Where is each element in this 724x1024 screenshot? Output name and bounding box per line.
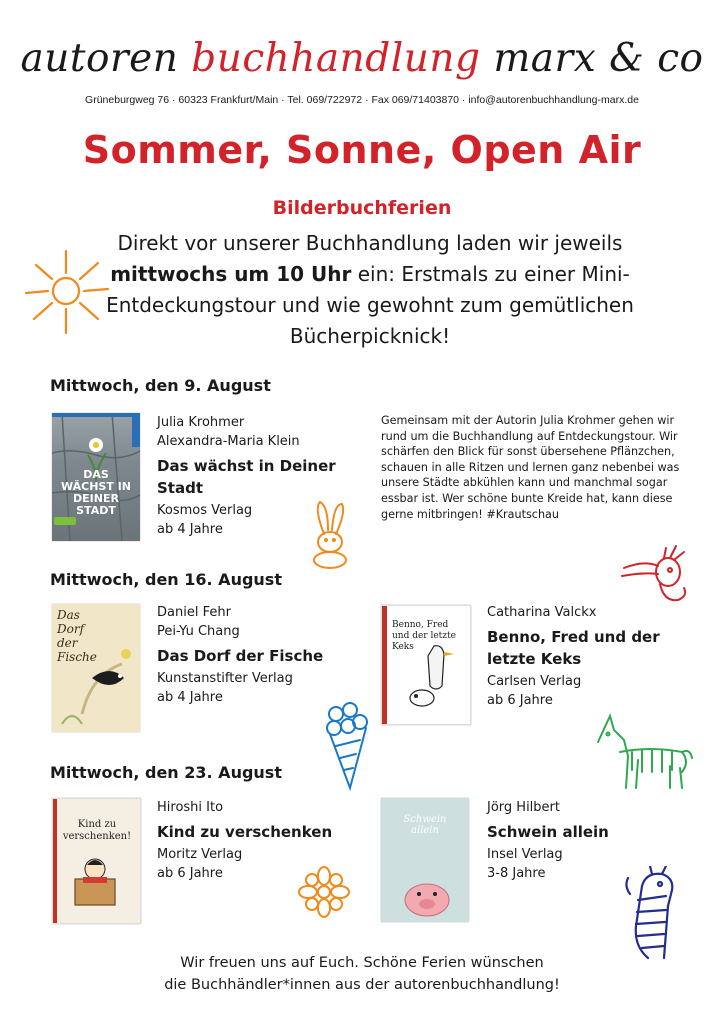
- book-publisher: Moritz Verlag: [157, 847, 243, 862]
- intro-bold: mittwochs um 10 Uhr: [110, 262, 352, 286]
- event-date-1: Mittwoch, den 9. August: [50, 376, 271, 395]
- flower-doodle-icon: [296, 866, 352, 920]
- cover-title: Das Dorf der Fische: [57, 608, 97, 664]
- rabbit-doodle-icon: [306, 498, 354, 570]
- store-logo: [0, 36, 724, 81]
- logo-part1: autoren: [20, 36, 179, 81]
- book-info-2: [157, 603, 367, 707]
- zebra-doodle-icon: [590, 712, 694, 792]
- cover-title: DAS WÄCHST IN DEINER STADT: [61, 468, 131, 517]
- book-author-1: Daniel Fehr: [157, 605, 231, 620]
- event-description: Gemeinsam mit der Autorin Julia Krohmer gehen wir rund um die Buchhandlung auf Entdeckungstour. Wir schärfen den Blick für sonst übersehene Pflänzchen, schauen in alle Ritzen und lernen ganz nebenbei was unsere Städte abkühlen kann und manchmal sogar essbar ist. Wer schöne bunte Kreide hat, kann diese gerne mitbringen! #Krautschau: [381, 414, 680, 521]
- cover-title: Kind zu verschenken!: [62, 819, 132, 842]
- book-title: Das wächst in Deiner Stadt: [157, 457, 336, 497]
- store-address: Grüneburgweg 76 · 60323 Frankfurt/Main · Tel. 069/722972 · Fax 069/71403870 · info@autorenbuchhandlung-marx.de: [85, 94, 639, 106]
- book-publisher: Carlsen Verlag: [487, 674, 582, 689]
- intro-part2: ein: Erstmals zu einer Mini-Entdeckungstour und wie gewohnt zum gemütlichen Bücherpicknick!: [106, 262, 634, 348]
- book-age: ab 6 Jahre: [157, 866, 223, 881]
- page-title: Sommer, Sonne, Open Air: [82, 128, 642, 172]
- book-publisher: Kosmos Verlag: [157, 503, 253, 518]
- book-title: Schwein allein: [487, 823, 609, 841]
- book-author-2: Pei-Yu Chang: [157, 624, 240, 639]
- book-age: ab 4 Jahre: [157, 690, 223, 705]
- book-publisher: Kunstanstifter Verlag: [157, 671, 293, 686]
- book-cover-schwein-allein: [381, 798, 469, 922]
- event-date-2: Mittwoch, den 16. August: [50, 570, 282, 589]
- closing-line-1: Wir freuen uns auf Euch. Schöne Ferien wünschen: [180, 955, 544, 971]
- book-info-3: [487, 603, 687, 710]
- book-publisher: Insel Verlag: [487, 847, 563, 862]
- book-author-1: Jörg Hilbert: [487, 800, 560, 815]
- book-cover-benno-fred: [381, 605, 471, 725]
- book-cover-art: [53, 799, 140, 923]
- intro-text: [100, 228, 640, 352]
- book-author-1: Catharina Valckx: [487, 605, 597, 620]
- book-author-2: Alexandra-Maria Klein: [157, 434, 300, 449]
- closing-text: [0, 952, 724, 996]
- book-title: Benno, Fred und der letzte Keks: [487, 628, 660, 668]
- closing-line-2: die Buchhändler*innen aus der autorenbuchhandlung!: [164, 977, 560, 993]
- giraffe-doodle-icon: [618, 866, 690, 964]
- book-cover-dorf-der-fische: [52, 604, 140, 732]
- sun-doodle-icon: [22, 245, 112, 340]
- book-age: ab 4 Jahre: [157, 522, 223, 537]
- cover-title: Schwein allein: [403, 814, 447, 836]
- bird-doodle-icon: [614, 540, 694, 610]
- intro-part1: Direkt vor unserer Buchhandlung laden wir jeweils: [117, 231, 623, 255]
- page-subtitle: Bilderbuchferien: [272, 197, 452, 219]
- book-title: Das Dorf der Fische: [157, 647, 324, 665]
- book-age: ab 6 Jahre: [487, 693, 553, 708]
- cover-title: Benno, Fred und der letzte Keks: [392, 620, 456, 652]
- book-title: Kind zu verschenken: [157, 823, 333, 841]
- book-cover-das-waechst: [52, 413, 140, 541]
- book-author-1: Hiroshi Ito: [157, 800, 224, 815]
- book-author-1: Julia Krohmer: [157, 415, 245, 430]
- book-cover-kind-zu-verschenken: [52, 798, 141, 924]
- event-date-3: Mittwoch, den 23. August: [50, 763, 282, 782]
- ice-cream-doodle-icon: [320, 700, 372, 792]
- logo-part2: buchhandlung: [191, 36, 481, 81]
- book-age: 3-8 Jahre: [487, 866, 546, 881]
- logo-part3: marx & co: [493, 36, 704, 81]
